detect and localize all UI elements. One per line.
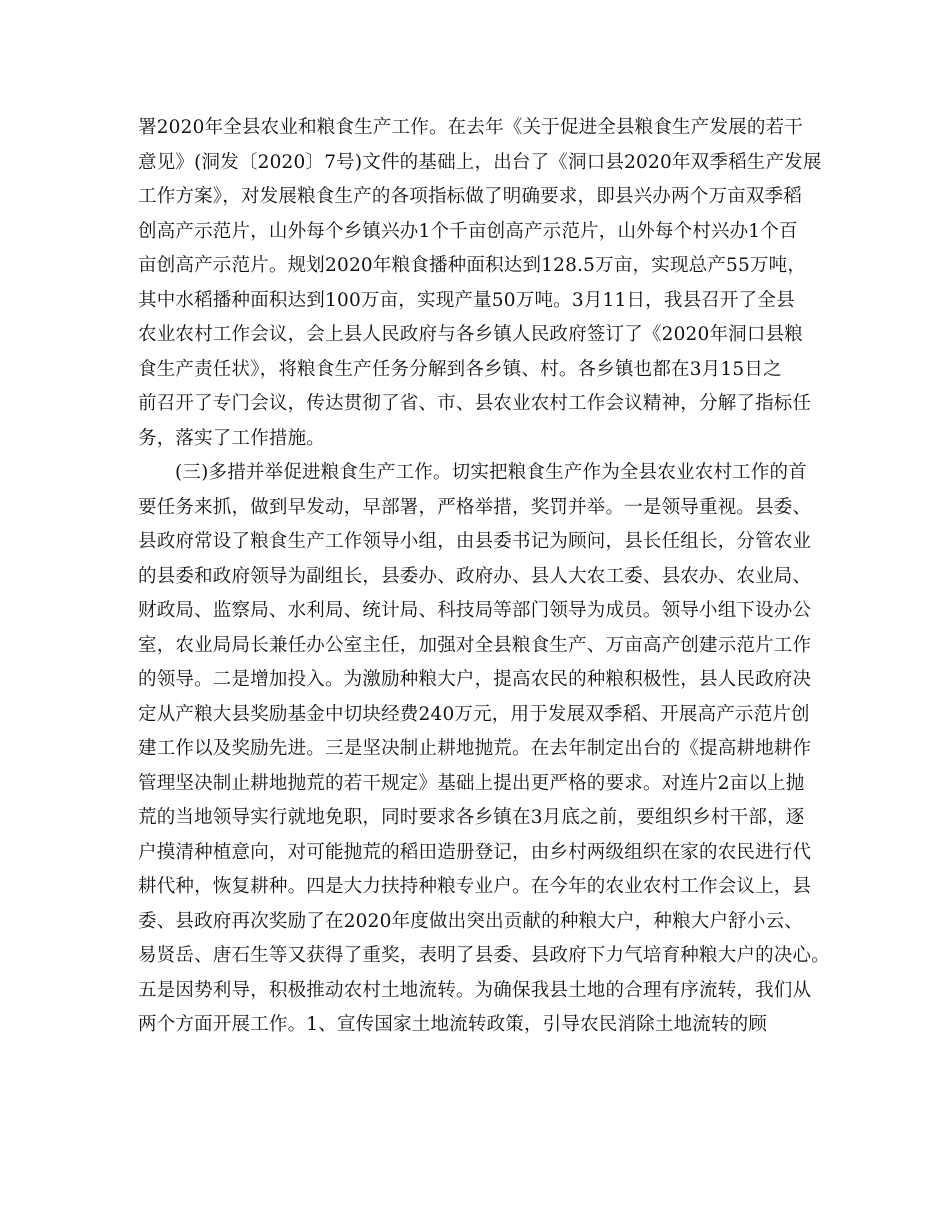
text-line: 创高产示范片，山外每个乡镇兴办1个千亩创高产示范片，山外每个村兴办1个百 [138, 220, 798, 242]
text-line: 工作方案》，对发展粮食生产的各项指标做了明确要求，即县兴办两个万亩双季稻 [138, 186, 802, 207]
text-line: 耕代种，恢复耕种。四是大力扶持种粮专业户。在今年的农业农村工作会议上，县 [138, 876, 812, 897]
paragraph-2 [138, 456, 830, 1043]
text-line: 委、县政府再次奖励了在2020年度做出突出贡献的种粮大户，种粮大户舒小云、 [138, 910, 803, 932]
text-line: 务，落实了工作措施。 [138, 427, 326, 449]
text-line: 建工作以及奖励先进。三是坚决制止耕地抛荒。在去年制定出台的《提高耕地耕作 [138, 738, 812, 759]
text-line: 前召开了专门会议，传达贯彻了省、市、县农业农村工作会议精神，分解了指标任 [138, 393, 812, 414]
text-line: (三)多措并举促进粮食生产工作。切实把粮食生产作为全县农业农村工作的首 [175, 462, 807, 483]
text-line: 农业农村工作会议，会上县人民政府与各乡镇人民政府签订了《2020年洞口县粮 [138, 324, 803, 345]
text-line: 户摸清种植意向，对可能抛荒的稻田造册登记，由乡村两级组织在家的农民进行代 [138, 841, 812, 863]
text-line: 定从产粮大县奖励基金中切块经费240万元，用于发展双季稻、开展高产示范片创 [138, 703, 810, 725]
text-line: 五是因势利导，积极推动农村土地流转。为确保我县土地的合理有序流转，我们从 [138, 979, 812, 1001]
text-line: 县政府常设了粮食生产工作领导小组，由县委书记为顾问，县长任组长，分管农业 [138, 531, 812, 552]
text-line: 署2020年全县农业和粮食生产工作。在去年《关于促进全县粮食生产发展的若干 [138, 117, 803, 138]
text-line: 室，农业局局长兼任办公室主任，加强对全县粮食生产、万亩高产创建示范片工作 [138, 634, 812, 656]
text-line: 意见》(洞发〔2020〕7号)文件的基础上，出台了《洞口县2020年双季稻生产发展 [138, 151, 822, 173]
text-line: 易贤岳、唐石生等又获得了重奖，表明了县委、县政府下力气培育种粮大户的决心。 [138, 945, 830, 966]
text-line: 财政局、监察局、水利局、统计局、科技局等部门领导为成员。领导小组下设办公 [138, 600, 812, 621]
text-line: 亩创高产示范片。规划2020年粮食播种面积达到128.5万亩，实现总产55万吨， [138, 255, 807, 276]
text-line: 管理坚决制止耕地抛荒的若干规定》基础上提出更严格的要求。对连片2亩以上抛 [138, 772, 805, 794]
text-line: 要任务来抓，做到早发动，早部署，严格举措，奖罚并举。一是领导重视。县委、 [138, 496, 812, 518]
text-line: 食生产责任状》，将粮食生产任务分解到各乡镇、村。各乡镇也都在3月15日之 [138, 358, 782, 380]
text-line: 其中水稻播种面积达到100万亩，实现产量50万吨。3月11日，我县召开了全县 [138, 289, 795, 311]
text-line: 的领导。二是增加投入。为激励种粮大户，提高农民的种粮积极性，县人民政府决 [138, 669, 812, 690]
text-line: 荒的当地领导实行就地免职，同时要求各乡镇在3月底之前，要组织乡村干部，逐 [138, 807, 805, 828]
paragraph-1 [138, 111, 822, 456]
text-line: 的县委和政府领导为副组长，县委办、政府办、县人大农工委、县农办、农业局、 [138, 565, 812, 587]
text-line: 两个方面开展工作。1、宣传国家土地流转政策，引导农民消除土地流转的顾 [138, 1014, 768, 1035]
